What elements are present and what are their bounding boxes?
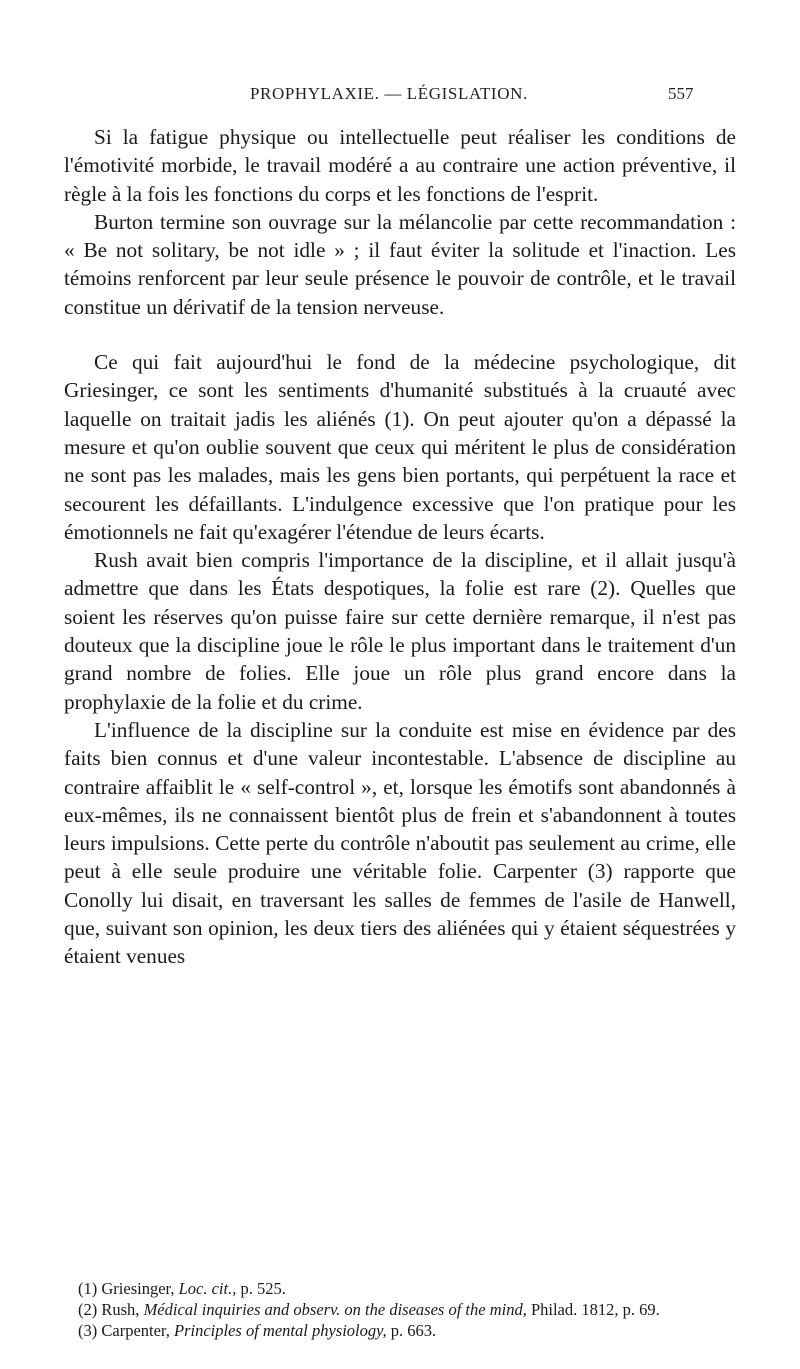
footnote-number: (1) <box>78 1279 98 1298</box>
footnote <box>64 1278 736 1299</box>
footnote <box>64 1299 736 1320</box>
footnote-author: Griesinger, <box>101 1279 175 1298</box>
page-number: 557 <box>668 84 694 103</box>
footnote-number: (3) <box>78 1321 98 1340</box>
paragraph: Rush avait bien compris l'importance de la discipline, et il allait jusqu'à admettre que dans les États despotiques, la folie est rare (2). Quelles que soient les réserves qu'on puisse faire sur cette dernière remarque, il n'est pas douteux que la discipline joue le rôle le plus important dans le traitement d'un grand nombre de folies. Elle joue un rôle plus grand encore dans la prophylaxie de la folie et du crime. <box>64 548 736 714</box>
footnote-title: Principles of mental physiology, <box>174 1321 387 1340</box>
footnote-author: Carpenter, <box>101 1321 170 1340</box>
footnote <box>64 1320 736 1341</box>
footnotes <box>64 1278 736 1341</box>
paragraph: Si la fatigue physique ou intellectuelle peut réaliser les conditions de l'émotivité morbide, le travail modéré a au contraire une action préventive, il règle à la fois les fonctions du corps et les fonctions de l'esprit. <box>64 125 736 206</box>
footnote-title: Médical inquiries and observ. on the diseases of the mind, <box>143 1300 527 1319</box>
footnote-rest: p. 525. <box>240 1279 286 1298</box>
footnote-rest: Philad. 1812, p. 69. <box>530 1300 660 1319</box>
footnote-rest: p. 663. <box>390 1321 437 1340</box>
paragraph: Burton termine son ouvrage sur la mélancolie par cette recommandation : « Be not solitary, be not idle » ; il faut éviter la solitude et l'inaction. Les témoins renforcent par leur seule présence le pouvoir de contrôle, et le travail constitue un dérivatif de la tension nerveuse. <box>64 209 736 319</box>
body-text <box>64 123 736 971</box>
paragraph: Ce qui fait aujourd'hui le fond de la médecine psychologique, dit Griesinger, ce sont les sentiments d'humanité substitués à la cruauté avec laquelle on traitait jadis les aliénés (1). On peut ajouter qu'on a dépassé la mesure et qu'on oublie souvent que ceux qui méritent le plus de considération ne sont pas les malades, mais les gens bien portants, qui perpétuent la race et secourent les défaillants. L'indulgence excessive que l'on pratique pour les émotionnels ne fait qu'exagérer l'étendue de leurs écarts. <box>64 350 736 544</box>
footnote-author: Rush, <box>101 1300 140 1319</box>
footnote-number: (2) <box>78 1300 98 1319</box>
footnote-title: Loc. cit., <box>178 1279 237 1298</box>
running-head: PROPHYLAXIE. — LÉGISLATION. <box>250 84 528 103</box>
paragraph: L'influence de la discipline sur la conduite est mise en évidence par des faits bien connus et d'une valeur incontestable. L'absence de discipline au contraire affaiblit le « self-control », et, lorsque les émotifs sont abandonnés à eux-mêmes, ils ne connaissent bientôt plus de frein et s'abandonnent à toutes leurs impulsions. Cette perte du contrôle n'aboutit pas seulement au crime, elle peut à elle seule produire une véritable folie. Carpenter (3) rapporte que Conolly lui disait, en traversant les salles de femmes de l'asile de Hanwell, que, suivant son opinion, les deux tiers des aliénées qui y étaient séquestrées y étaient venues <box>64 717 736 969</box>
